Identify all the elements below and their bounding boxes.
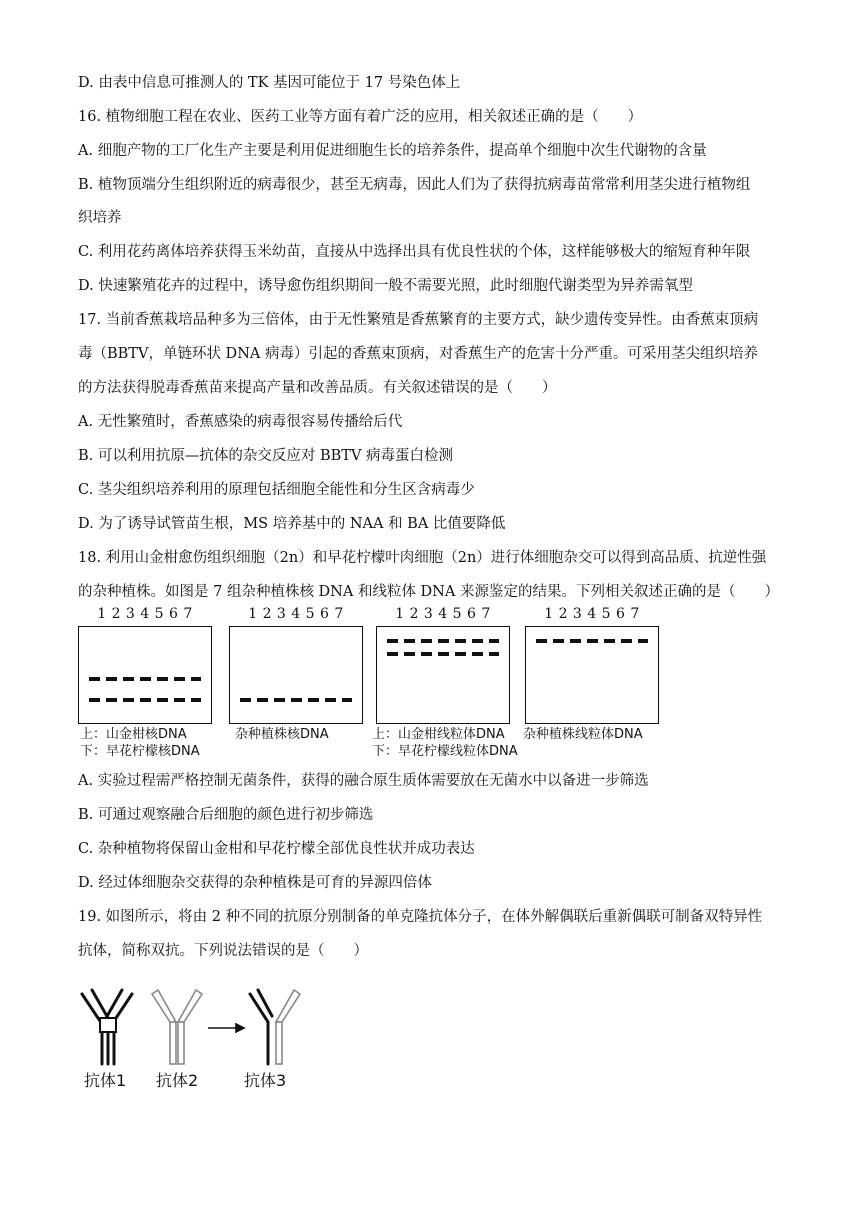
gel-caption: 杂种植株核DNA — [235, 727, 329, 742]
question-17-stem-3: 的方法获得脱毒香蕉苗来提高产量和改善品质。有关叙述错误的是（ ） — [78, 380, 557, 396]
antibody-3-label: 抗体3 — [244, 1071, 287, 1090]
gel-box — [525, 626, 659, 724]
question-16-stem: 16. 植物细胞工程在农业、医药工业等方面有着广泛的应用，相关叙述正确的是（ ） — [78, 109, 643, 125]
arrow-icon — [208, 1024, 244, 1032]
gel-box — [78, 626, 212, 724]
option-17b: B. 可以利用抗原—抗体的杂交反应对 BBTV 病毒蛋白检测 — [78, 448, 454, 464]
option-17c: C. 茎尖组织培养利用的原理包括细胞全能性和分生区含病毒少 — [78, 482, 475, 498]
gel-panel-1 — [78, 604, 212, 759]
lane-numbers: 1 2 3 4 5 6 7 — [544, 606, 640, 622]
text-line: D. 由表中信息可推测人的 TK 基因可能位于 17 号染色体上 — [78, 75, 461, 91]
question-17-stem: 17. 当前香蕉栽培品种多为三倍体，由于无性繁殖是香蕉繁育的主要方式，缺少遗传变异性。由香蕉束顶病 — [78, 312, 759, 328]
antibody-diagram — [78, 988, 318, 1068]
option-16b-cont: 织培养 — [78, 210, 122, 226]
option-16b: B. 植物顶端分生组织附近的病毒很少，甚至无病毒，因此人们为了获得抗病毒苗常常利用茎尖进行植物组 — [78, 177, 751, 193]
gel-band-row — [89, 677, 201, 681]
gel-band-row — [536, 639, 648, 643]
gel-band-row — [240, 698, 352, 702]
gel-band-row — [89, 698, 201, 702]
option-16a: A. 细胞产物的工厂化生产主要是利用促进细胞生长的培养条件，提高单个细胞中次生代谢物的含量 — [78, 143, 707, 159]
antibody-2-shape — [152, 990, 202, 1064]
question-19-stem-2: 抗体，简称双抗。下列说法错误的是（ ） — [78, 943, 368, 959]
lane-numbers: 1 2 3 4 5 6 7 — [395, 606, 491, 622]
antibody-figure — [78, 988, 318, 1098]
gel-caption: 杂种植株线粒体DNA — [523, 727, 643, 742]
antibody-1-label: 抗体1 — [84, 1071, 127, 1090]
option-17a: A. 无性繁殖时，香蕉感染的病毒很容易传播给后代 — [78, 414, 403, 430]
antibody-3-shape — [250, 990, 300, 1064]
gel-figure — [78, 604, 678, 764]
option-16d: D. 快速繁殖花卉的过程中，诱导愈伤组织期间一般不需要光照，此时细胞代谢类型为异养需氧型 — [78, 278, 693, 294]
gel-band-row — [387, 652, 499, 656]
gel-panel-3 — [372, 604, 518, 759]
gel-panel-4 — [523, 604, 659, 742]
lane-numbers: 1 2 3 4 5 6 7 — [97, 606, 193, 622]
question-18-stem-2: 的杂种植株。如图是 7 组杂种植株核 DNA 和线粒体 DNA 来源鉴定的结果。下列相关叙述正确的是（ ） — [78, 584, 779, 600]
option-18a: A. 实验过程需严格控制无菌条件，获得的融合原生质体需要放在无菌水中以备进一步筛选 — [78, 773, 649, 789]
gel-band-row — [387, 639, 499, 643]
antibody-2-label: 抗体2 — [156, 1071, 199, 1090]
gel-caption: 下：早花柠檬核DNA — [80, 744, 200, 759]
antibody-1-shape — [82, 990, 132, 1064]
gel-caption: 下：早花柠檬线粒体DNA — [372, 744, 518, 759]
option-18c: C. 杂种植物将保留山金柑和早花柠檬全部优良性状并成功表达 — [78, 841, 475, 857]
question-19-stem: 19. 如图所示，将由 2 种不同的抗原分别制备的单克隆抗体分子，在体外解偶联后重新偶联可制备双特异性 — [78, 909, 763, 925]
question-18-stem: 18. 利用山金柑愈伤组织细胞（2n）和早花柠檬叶肉细胞（2n）进行体细胞杂交可以得到高品质、抗逆性强 — [78, 550, 767, 566]
option-18d: D. 经过体细胞杂交获得的杂种植株是可育的异源四倍体 — [78, 875, 432, 891]
option-16c: C. 利用花药离体培养获得玉米幼苗，直接从中选择出具有优良性状的个体，这样能够极大的缩短育种年限 — [78, 244, 751, 260]
gel-caption: 上：山金柑核DNA — [80, 727, 187, 742]
option-17d: D. 为了诱导试管苗生根，MS 培养基中的 NAA 和 BA 比值要降低 — [78, 516, 506, 532]
gel-caption: 上：山金柑线粒体DNA — [372, 727, 505, 742]
gel-box — [376, 626, 510, 724]
gel-box — [229, 626, 363, 724]
option-18b: B. 可通过观察融合后细胞的颜色进行初步筛选 — [78, 807, 374, 823]
lane-numbers: 1 2 3 4 5 6 7 — [248, 606, 344, 622]
gel-panel-2 — [229, 604, 363, 742]
question-17-stem-2: 毒（BBTV，单链环状 DNA 病毒）引起的香蕉束顶病，对香蕉生产的危害十分严重。可采用茎尖组织培养 — [78, 346, 758, 362]
